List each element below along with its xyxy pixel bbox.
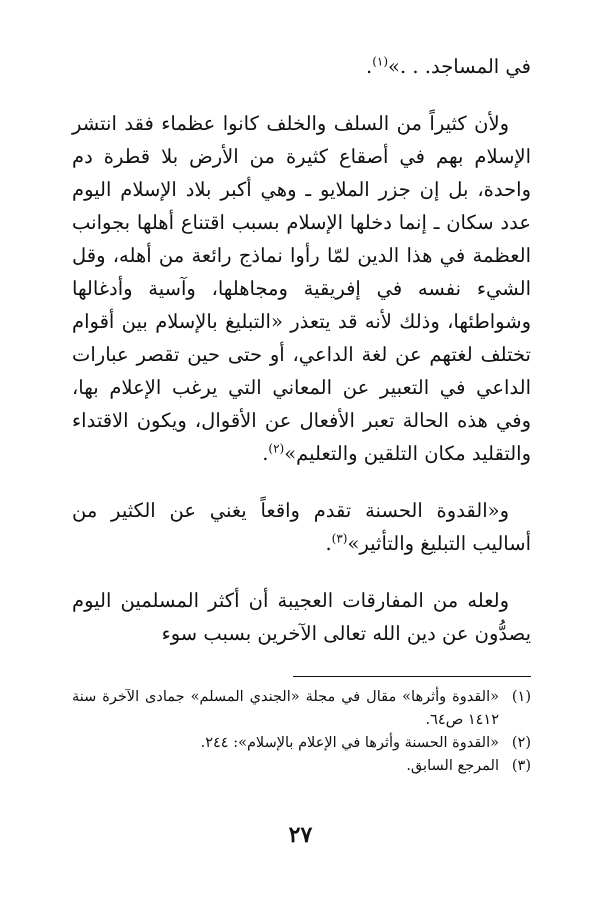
paragraph-3-text: و«القدوة الحسنة تقدم واقعاً يغني عن الكثير من أساليب التبليغ والتأثير»	[72, 499, 531, 555]
paragraph-3	[72, 494, 531, 560]
paragraph-4-text: ولعله من المفارقات العجيبة أن أكثر المسلمين اليوم يصدُّون عن دين الله تعالى الآخرين بسبب سوء	[72, 589, 531, 645]
paragraph-gap	[72, 470, 531, 494]
main-text	[72, 50, 531, 650]
footnote-ref-1: (١)	[372, 54, 389, 69]
footnote-text: «القدوة وأثرها» مقال في مجلة «الجندي المسلم» جمادى الآخرة سنة ١٤١٢ ص٦٤.	[72, 689, 499, 728]
footnote-3	[72, 755, 531, 778]
paragraph-gap	[72, 83, 531, 107]
paragraph-1	[72, 50, 531, 83]
footnote-number: (١)	[511, 689, 531, 705]
footnote-ref-3: (٣)	[331, 531, 348, 546]
paragraph-1-tail: .	[366, 55, 373, 78]
paragraph-2-tail: .	[262, 442, 269, 465]
paragraph-4	[72, 584, 531, 650]
footnote-text: «القدوة الحسنة وأثرها في الإعلام بالإسلام»: ٢٤٤.	[200, 735, 499, 751]
paragraph-3-tail: .	[325, 532, 332, 555]
footnote-separator	[293, 676, 531, 677]
footnotes	[72, 686, 531, 778]
footnote-1	[72, 686, 531, 732]
paragraph-1-text: في المساجد. . .»	[388, 55, 531, 78]
footnote-ref-2: (٢)	[268, 441, 285, 456]
footnote-2	[72, 732, 531, 755]
footnote-text: المرجع السابق.	[406, 758, 499, 774]
paragraph-2-text: ولأن كثيراً من السلف والخلف كانوا عظماء فقد انتشر الإسلام بهم في أصقاع كثيرة من الأرض بلا قطرة دم واحدة، بل إن جزر الملايو ـ وهي أكبر بلاد الإسلام اليوم عدد سكان ـ إنما دخلها الإسلام بسبب اقتناع أهلها بجوانب العظمة في هذا الدين لمّا رأوا نماذج رائعة من أهله، وقل الشيء نفسه في إفريقية ومجاهلها، وآسية وأدغالها وشواطئها، وذلك لأنه قد يتعذر «التبليغ بالإسلام بين أقوام تختلف لغتهم عن لغة الداعي، أو حتى حين تقصر عبارات الداعي في التعبير عن المعاني التي يرغب الإعلام بها، وفي هذه الحالة تعبر الأفعال عن الأقوال، ويكون الاقتداء والتقليد مكان التلقين والتعليم»	[72, 112, 531, 465]
footnote-number: (٢)	[511, 735, 531, 751]
footnote-number: (٣)	[511, 758, 531, 774]
paragraph-gap	[72, 560, 531, 584]
paragraph-2	[72, 107, 531, 470]
page-number: ٢٧	[288, 822, 313, 848]
